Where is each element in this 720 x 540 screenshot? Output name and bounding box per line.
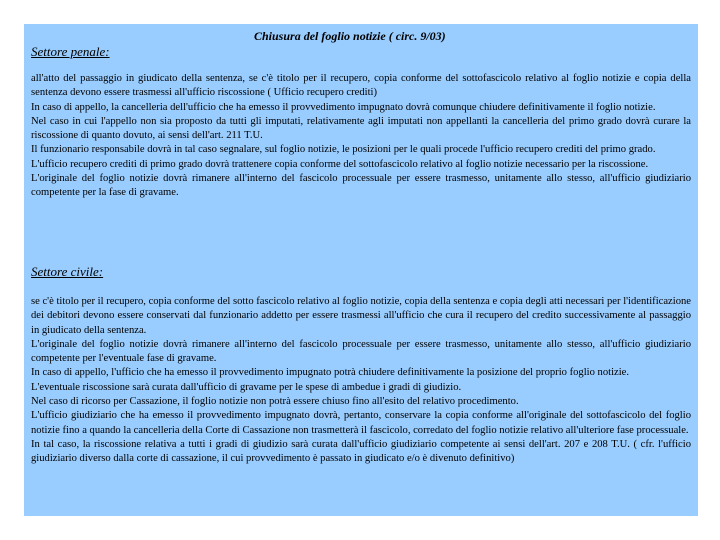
civile-paragraph: L'eventuale riscossione sarà curata dall'ufficio di gravame per le spese di ambedue i gradi di giudizio. xyxy=(31,381,462,393)
slide xyxy=(24,24,698,516)
penale-paragraph: L'ufficio recupero crediti di primo grado dovrà trattenere copia conforme del sottofascicolo relativo al foglio notizie necessario per la riscossione. xyxy=(31,158,649,170)
slide-title: Chiusura del foglio notizie ( circ. 9/03) xyxy=(254,29,446,43)
penale-paragraph: L'originale del foglio notizie dovrà rimanere all'interno del fascicolo processuale per essere trasmesso, unitamente allo stesso, all'ufficio giudiziario competente per la fase di gravame. xyxy=(31,173,691,199)
civile-section-heading: Settore civile: xyxy=(31,264,104,279)
penale-paragraph: In caso di appello, la cancelleria dell'ufficio che ha emesso il provvedimento impugnato dovrà comunque chiudere definitivamente il foglio notizie. xyxy=(31,101,656,113)
civile-paragraph: In tal caso, la riscossione relativa a tutti i gradi di giudizio sarà curata dall'ufficio giudiziario competente ai sensi dell'art. 207 e 208 T.U. ( cfr. l'ufficio giudiziario diverso dalla corte di cassazione, il cui provvedimento è passato in giudicato e/o è divenuto definitivo) xyxy=(31,438,691,465)
penale-section-body xyxy=(31,72,691,201)
civile-paragraph: L'originale del foglio notizie dovrà rimanere all'interno del fascicolo processuale per essere trasmesso, unitamente allo stesso, all'ufficio giudiziario competente per l'eventuale fase di gravame. xyxy=(31,338,691,365)
civile-paragraph: se c'è titolo per il recupero, copia conforme del sotto fascicolo relativo al foglio notizie, copia della sentenza e copia degli atti necessari per l'identificazione dei debitori devono essere conservati dal funzionario addetto per essere trasmessi all'ufficio che cura il recupero del credito successivamente al passaggio in giudicato della sentenza. xyxy=(31,296,691,336)
civile-paragraph: In caso di appello, l'ufficio che ha emesso il provvedimento impugnato potrà chiudere definitivamente la posizione del proprio foglio notizie. xyxy=(31,367,630,379)
penale-paragraph: Il funzionario responsabile dovrà in tal caso segnalare, sul foglio notizie, le posizioni per le quali procede l'ufficio recupero crediti del primo grado. xyxy=(31,144,656,156)
penale-section-heading: Settore penale: xyxy=(31,44,110,59)
civile-paragraph: Nel caso di ricorso per Cassazione, il foglio notizie non potrà essere chiuso fino all'esito del relativo procedimento. xyxy=(31,396,519,408)
civile-section-body xyxy=(31,295,691,467)
civile-paragraph: L'ufficio giudiziario che ha emesso il provvedimento impugnato dovrà, pertanto, conservare la copia conforme all'originale del sottofascicolo del foglio notizie fino a quando la cancelleria della Corte di Cassazione non trasmetterà il fascicolo, corredato del foglio notizie relativo all'ulteriore fase processuale. xyxy=(31,410,691,436)
penale-paragraph: Nel caso in cui l'appello non sia proposto da tutti gli imputati, relativamente agli imputati non appellanti la cancelleria del primo grado dovrà curare la riscossione di quanto dovuto, ai sensi dell'art. 211 T.U. xyxy=(31,115,691,142)
penale-paragraph: all'atto del passaggio in giudicato della sentenza, se c'è titolo per il recupero, copia conforme del sottofascicolo relativo al foglio notizie e copia della sentenza devono essere trasmessi all'ufficio riscossione ( Ufficio recupero crediti) xyxy=(31,73,691,99)
